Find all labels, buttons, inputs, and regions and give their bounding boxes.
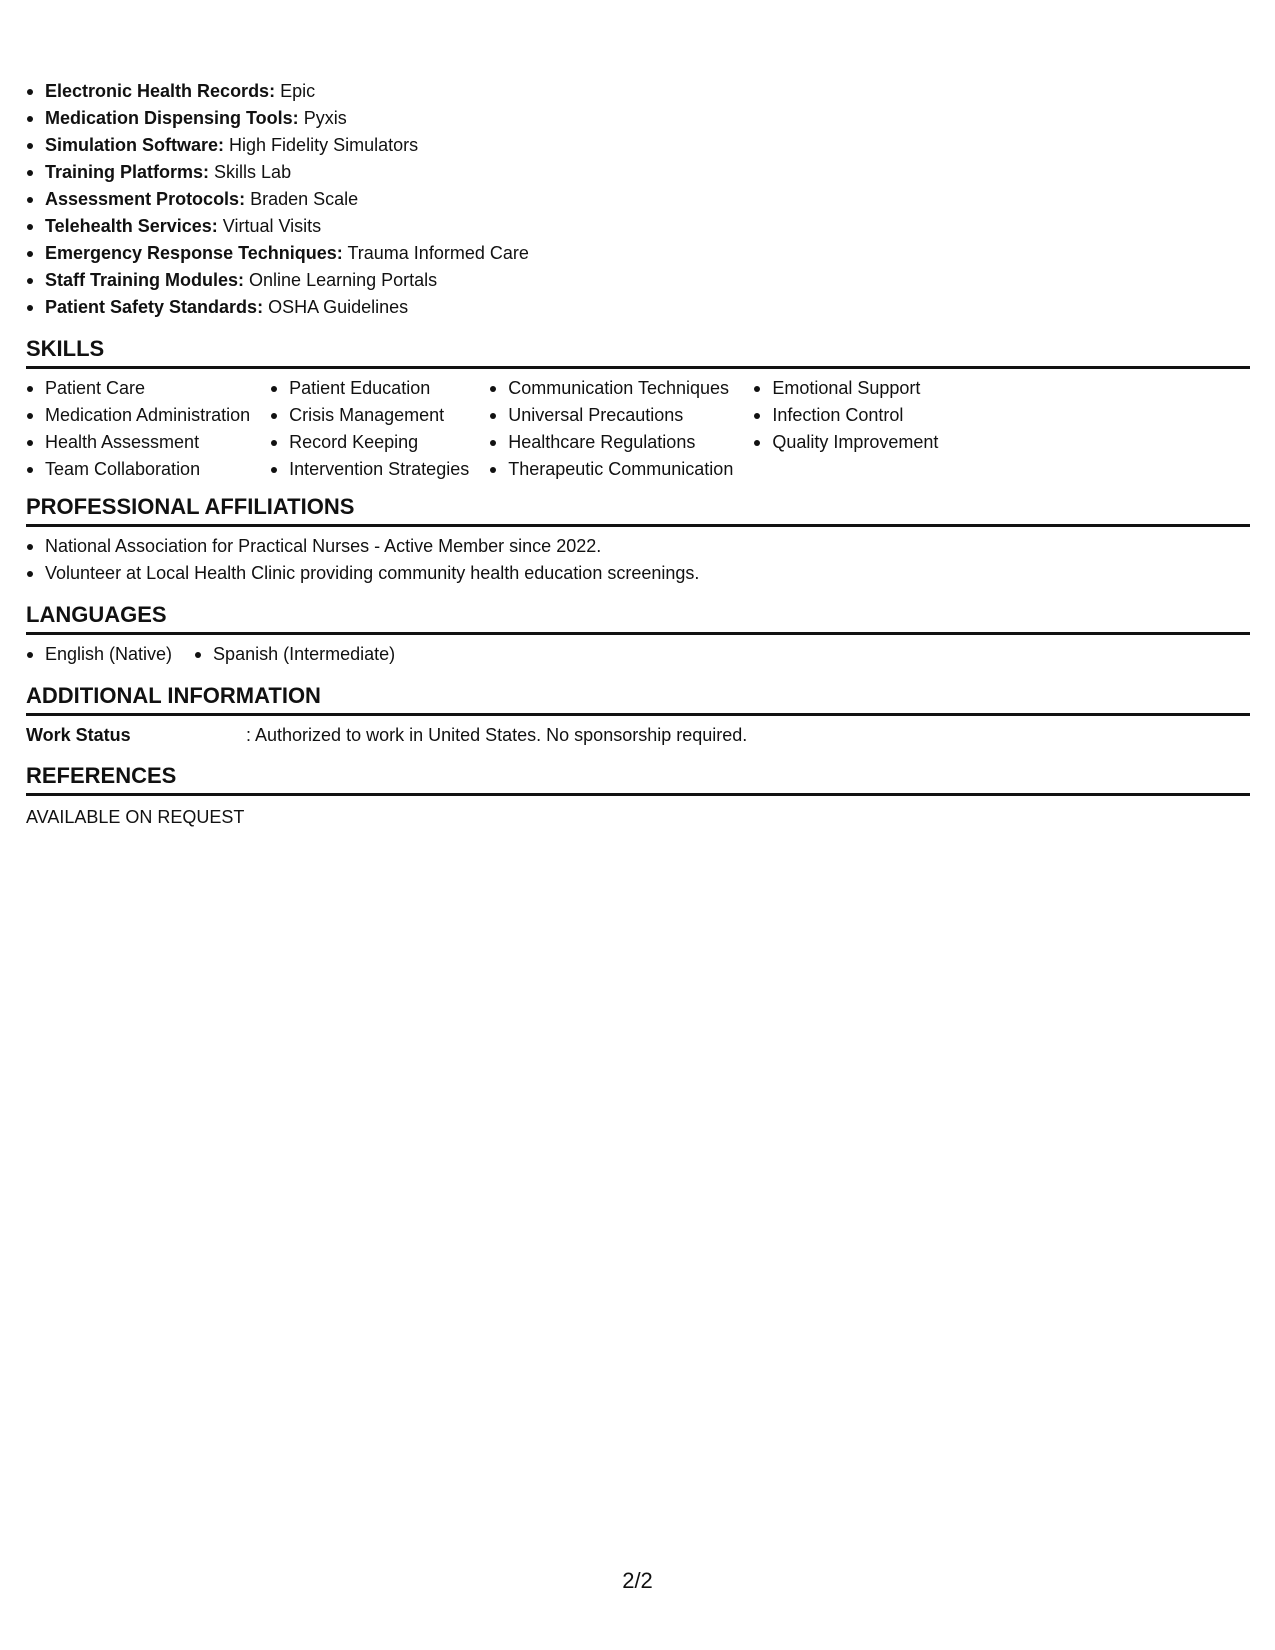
tool-item <box>26 132 1250 159</box>
skill-item: Medication Administration <box>26 402 250 429</box>
references-section <box>26 762 1250 832</box>
additional-info-heading: ADDITIONAL INFORMATION <box>26 682 1250 716</box>
languages-list <box>26 641 1250 668</box>
tool-item <box>26 186 1250 213</box>
tool-item <box>26 105 1250 132</box>
skills-column <box>753 375 938 483</box>
tool-value: Epic <box>280 81 316 101</box>
affiliation-item: Volunteer at Local Health Clinic providing community health education screenings. <box>26 560 1250 587</box>
skills-column <box>489 375 733 483</box>
skill-item: Health Assessment <box>26 429 250 456</box>
tool-item <box>26 159 1250 186</box>
tool-item <box>26 267 1250 294</box>
tool-label: Assessment Protocols: <box>45 189 246 209</box>
tool-value: Online Learning Portals <box>249 270 438 290</box>
additional-info-section <box>26 682 1250 748</box>
skills-grid <box>26 375 1250 483</box>
tool-label: Staff Training Modules: <box>45 270 245 290</box>
tool-value: Trauma Informed Care <box>347 243 529 263</box>
skill-item: Patient Care <box>26 375 250 402</box>
language-item: English (Native) <box>26 641 172 668</box>
skill-item: Infection Control <box>753 402 938 429</box>
work-status-row <box>26 722 1250 748</box>
skills-column <box>270 375 469 483</box>
tool-value: Braden Scale <box>250 189 359 209</box>
tool-label: Telehealth Services: <box>45 216 218 236</box>
affiliations-section <box>26 493 1250 587</box>
tool-item <box>26 78 1250 105</box>
skills-section <box>26 335 1250 483</box>
work-status-value: : Authorized to work in United States. No sponsorship required. <box>246 725 748 745</box>
tool-value: Virtual Visits <box>222 216 322 236</box>
affiliations-heading: PROFESSIONAL AFFILIATIONS <box>26 493 1250 527</box>
resume-page <box>26 78 1250 832</box>
affiliation-item: National Association for Practical Nurses - Active Member since 2022. <box>26 533 1250 560</box>
skills-column <box>26 375 250 483</box>
tool-item <box>26 213 1250 240</box>
tool-item <box>26 294 1250 321</box>
skill-item: Crisis Management <box>270 402 469 429</box>
skill-item: Healthcare Regulations <box>489 429 733 456</box>
languages-section <box>26 601 1250 668</box>
skill-item: Record Keeping <box>270 429 469 456</box>
skill-item: Therapeutic Communication <box>489 456 733 483</box>
language-item: Spanish (Intermediate) <box>194 641 395 668</box>
skill-item: Communication Techniques <box>489 375 733 402</box>
tools-list <box>26 78 1250 321</box>
tool-value: OSHA Guidelines <box>268 297 409 317</box>
tool-label: Simulation Software: <box>45 135 225 155</box>
references-text: AVAILABLE ON REQUEST <box>26 807 245 827</box>
skill-item: Universal Precautions <box>489 402 733 429</box>
tool-label: Emergency Response Techniques: <box>45 243 343 263</box>
tool-item <box>26 240 1250 267</box>
skill-item: Patient Education <box>270 375 469 402</box>
skills-heading: SKILLS <box>26 335 1250 369</box>
skill-item: Emotional Support <box>753 375 938 402</box>
tool-label: Electronic Health Records: <box>45 81 276 101</box>
languages-heading: LANGUAGES <box>26 601 1250 635</box>
references-heading: REFERENCES <box>26 762 1250 796</box>
tool-value: High Fidelity Simulators <box>229 135 419 155</box>
skill-item: Intervention Strategies <box>270 456 469 483</box>
tool-label: Patient Safety Standards: <box>45 297 264 317</box>
affiliations-list <box>26 533 1250 587</box>
skill-item: Quality Improvement <box>753 429 938 456</box>
tool-label: Training Platforms: <box>45 162 210 182</box>
tool-value: Skills Lab <box>214 162 292 182</box>
work-status-label: Work Status <box>26 725 131 745</box>
skill-item: Team Collaboration <box>26 456 250 483</box>
tool-value: Pyxis <box>303 108 347 128</box>
page-number: 2/2 <box>622 1568 653 1593</box>
tool-label: Medication Dispensing Tools: <box>45 108 299 128</box>
